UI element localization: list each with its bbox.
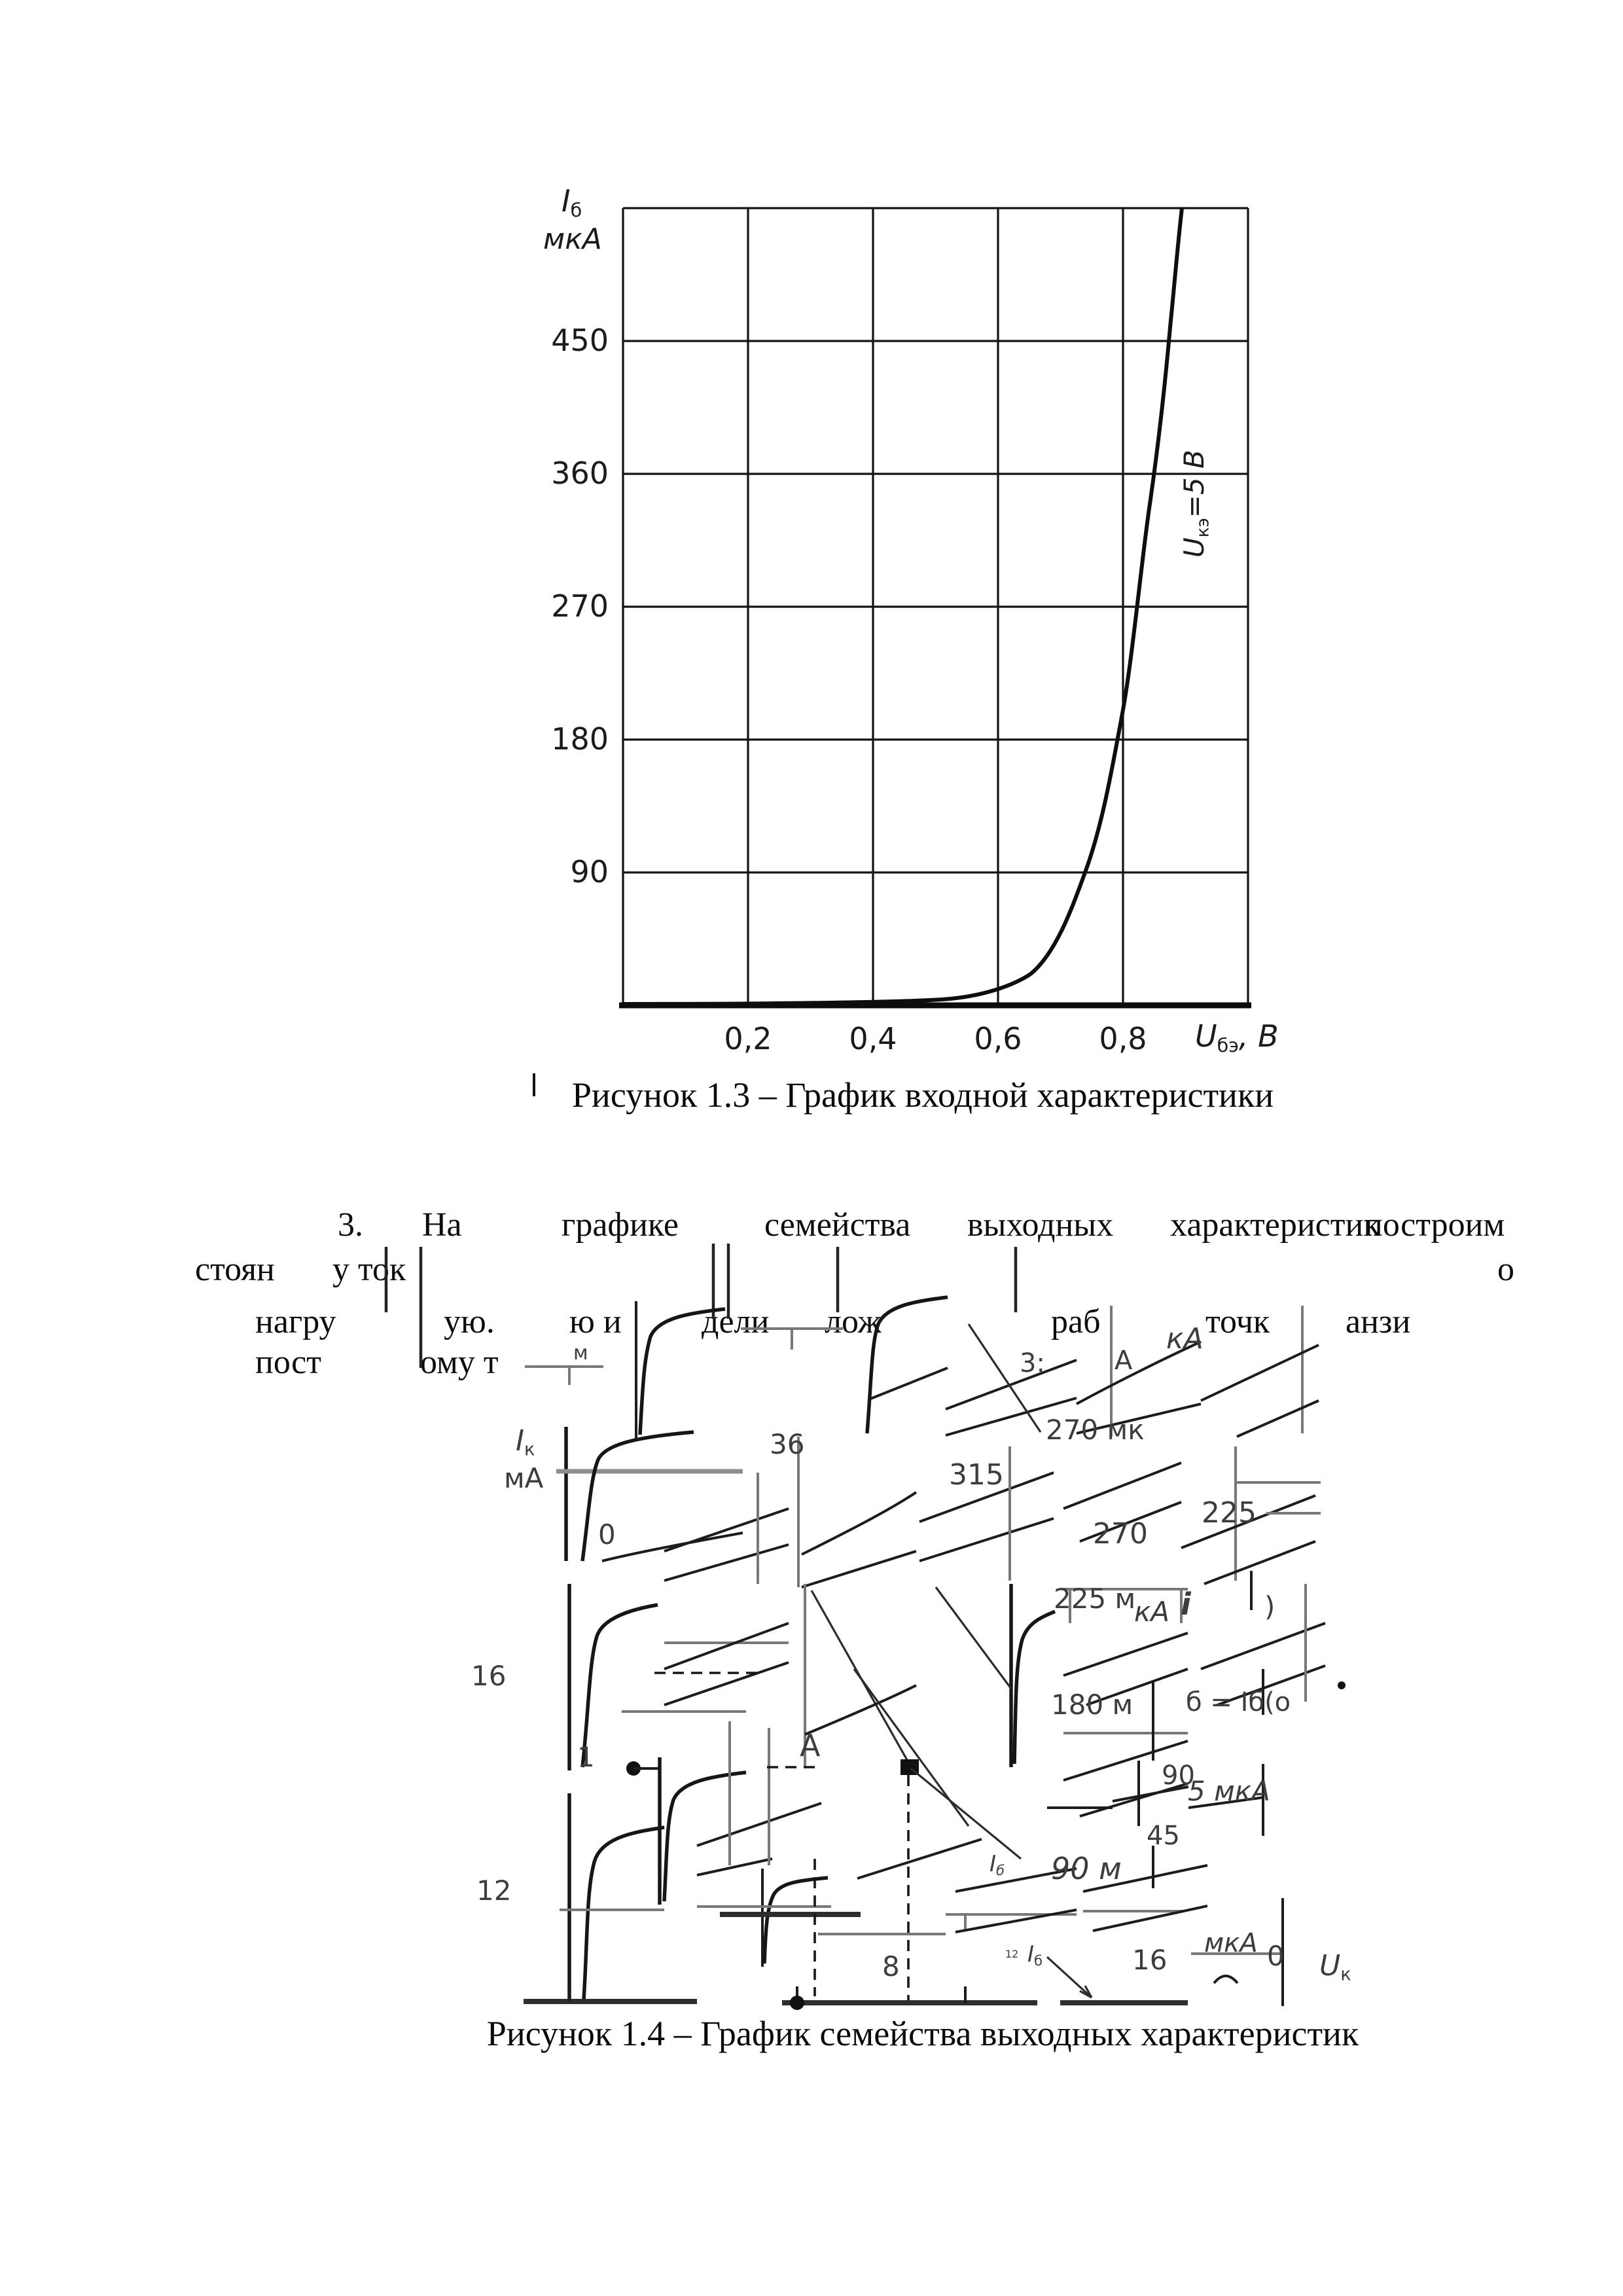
fig14-tile-edges <box>386 1244 1348 1368</box>
fig13-y-tick: 450 <box>551 323 609 358</box>
fig14-label: мкА <box>1204 1928 1258 1958</box>
fig13-x-axis-rest: , В <box>1238 1018 1279 1054</box>
fig14-ib-axis-arrow <box>1047 1957 1092 1998</box>
fig14-label: м <box>573 1342 588 1365</box>
fig14-label: 36 <box>770 1428 805 1460</box>
fig14-y-axis-label <box>516 1424 535 1460</box>
fig14-label: 270 мк <box>1046 1414 1145 1446</box>
fig14-label: 0 <box>598 1518 616 1551</box>
paragraph-word: точк <box>1205 1303 1270 1340</box>
fig14-label: 3: <box>1020 1348 1045 1378</box>
fig14-ib2-label <box>990 1851 1005 1878</box>
fig14-uk-sub: к <box>1340 1964 1351 1985</box>
fig14-ik-sub: к <box>524 1439 535 1460</box>
paragraph-word: пост <box>255 1344 321 1381</box>
fig14-label: i <box>1181 1587 1191 1622</box>
fig13-curve-label-base: U <box>1178 537 1210 558</box>
fig13-curve-label-rest: =5 В <box>1178 450 1210 518</box>
fig14-ik-base: I <box>516 1424 524 1458</box>
paragraph-word: анзи <box>1346 1303 1411 1340</box>
fig13-x-axis-sub: бэ <box>1217 1034 1239 1056</box>
fig14-label: кА <box>1134 1596 1170 1628</box>
fig14-label: 225 м <box>1054 1583 1136 1615</box>
fig14-label: 16 <box>471 1660 507 1692</box>
fig13-x-tick: 0,8 <box>1099 1021 1147 1056</box>
fig14-label: кА <box>1166 1322 1204 1355</box>
fig13-curve-label-sub: кэ <box>1193 518 1213 538</box>
fig14-label: 180 м <box>1051 1689 1133 1721</box>
paragraph-word: нагру <box>255 1303 336 1340</box>
fig14-ib-base: I <box>1027 1941 1035 1967</box>
paragraph-word: ую. <box>444 1303 495 1340</box>
fig14-ib-axis-label <box>1027 1941 1043 1969</box>
paragraph-word: характеристик <box>1170 1206 1380 1244</box>
fig14-ib2-sub: б <box>996 1861 1005 1878</box>
fig13-curve-label <box>1178 450 1213 558</box>
fig14-uk-base: U <box>1319 1949 1341 1982</box>
fig14-caption: Рисунок 1.4 – График семейства выходных характеристик <box>486 2014 1359 2053</box>
fig14-x-tick: 8 <box>882 1950 900 1982</box>
fig14-label: 90 <box>1162 1761 1195 1791</box>
fig14-x-tick: 12 <box>1005 1948 1019 1960</box>
fig13-y-quantity-base: I <box>562 183 571 219</box>
fig13-x-axis-base: U <box>1195 1018 1217 1054</box>
fig13-x-tick: 0,4 <box>849 1021 897 1056</box>
paragraph-word: лож <box>825 1303 882 1340</box>
paragraph-word: ому т <box>420 1344 499 1381</box>
paragraph-word: дели <box>702 1303 770 1340</box>
fig14-y-axis-unit: мА <box>504 1462 544 1494</box>
fig13-y-tick: 90 <box>570 854 609 889</box>
fig14-operating-point-label: А <box>800 1728 821 1763</box>
paragraph-word: 3. <box>338 1206 363 1244</box>
paragraph-word: ю и <box>569 1303 622 1340</box>
fig13-y-unit: мкА <box>543 223 602 256</box>
fig13-y-tick: 180 <box>551 721 609 757</box>
paragraph-word: стоян <box>195 1251 275 1288</box>
fig14-label: 90 м <box>1051 1851 1122 1886</box>
fig13-caption: Рисунок 1.3 – График входной характеристики <box>571 1075 1274 1115</box>
paragraph-word: семейства <box>764 1206 911 1244</box>
fig13-x-tick: 0,2 <box>724 1021 772 1056</box>
fig13-plot <box>419 164 1296 1100</box>
fig14-label: б = Iб(о <box>1186 1687 1291 1717</box>
fig13-x-axis-label <box>1195 1018 1279 1056</box>
fig13-y-quantity-sub: б <box>570 199 582 221</box>
fig14-label: 315 <box>949 1458 1004 1492</box>
paragraph-word: выходных <box>967 1206 1114 1244</box>
paragraph-word: о <box>1497 1251 1514 1288</box>
fig14-label: 5 мкА <box>1188 1775 1270 1807</box>
fig14-x-axis-label <box>1319 1949 1351 1985</box>
fig13-y-quantity <box>562 183 582 221</box>
fig13-x-tick: 0,6 <box>974 1021 1022 1056</box>
fig14-label: 12 <box>476 1874 512 1907</box>
fig13-grid-horizontal <box>623 208 1248 872</box>
paragraph-word: раб <box>1051 1303 1101 1340</box>
fig14-label: 0 <box>1267 1940 1285 1972</box>
fig14-ib-sub: б <box>1034 1952 1043 1969</box>
fig14-label: 270 <box>1093 1517 1148 1551</box>
paragraph-word: построим <box>1364 1206 1505 1244</box>
fig14-label: А <box>1115 1346 1133 1376</box>
paragraph-word: графике <box>562 1206 679 1244</box>
paragraph-word: На <box>422 1206 462 1244</box>
paragraph-word: у ток <box>332 1251 406 1288</box>
fig14-x-tick: 16 <box>1132 1944 1168 1976</box>
fig14-label: 1 <box>577 1741 595 1773</box>
fig14-label: ) <box>1264 1590 1275 1623</box>
fig13-y-tick: 360 <box>551 456 609 491</box>
fig14-ib2-base: I <box>990 1851 997 1877</box>
fig14-label: 45 <box>1147 1821 1180 1851</box>
fig14-label: 225 <box>1202 1496 1257 1530</box>
fig13-y-tick: 270 <box>551 588 609 624</box>
